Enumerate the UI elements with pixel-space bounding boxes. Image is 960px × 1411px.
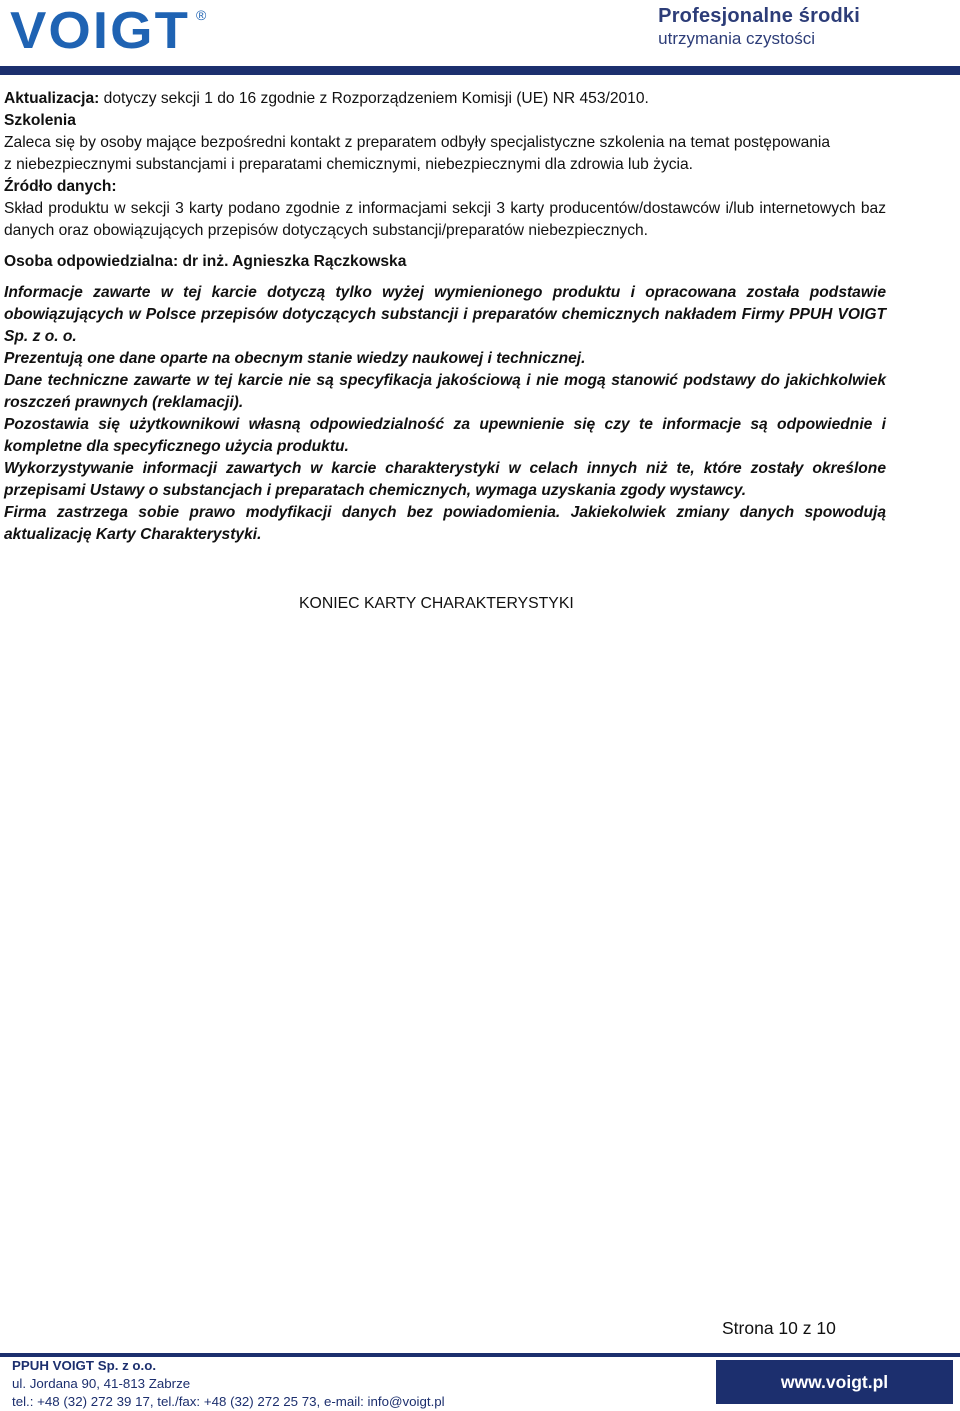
tagline-line2: utrzymania czystości bbox=[658, 29, 815, 48]
end-of-sheet-marker: KONIEC KARTY CHARAKTERYSTYKI bbox=[299, 595, 574, 612]
update-paragraph bbox=[4, 88, 886, 110]
notice-technical-data: Dane techniczne zawarte w tej karcie nie są specyfikacja jakościową i nie mogą stanowić podstawy do jakichkolwiek roszczeń prawnych (reklamacji). bbox=[4, 372, 886, 411]
company-contact: tel.: +48 (32) 272 39 17, tel./fax: +48 (32) 272 25 73, e-mail: info@voigt.pl bbox=[12, 1394, 445, 1409]
voigt-logo bbox=[10, 5, 215, 53]
training-line1: Zaleca się by osoby mające bezpośredni kontakt z preparatem odbyły specjalistyczne szkolenia na temat postępowania bbox=[4, 134, 831, 151]
source-heading: Źródło danych: bbox=[4, 178, 117, 195]
document-body bbox=[4, 88, 886, 546]
header-divider bbox=[0, 66, 960, 75]
tagline-line1: Profesjonalne środki bbox=[658, 5, 860, 27]
training-heading: Szkolenia bbox=[4, 112, 76, 129]
notice-user-responsibility: Pozostawia się użytkownikowi własną odpowiedzialność za upewnienie się czy te informacje są odpowiednie i kompletne dla specyficznego użycia produktu. bbox=[4, 416, 886, 455]
notice-modification: Firma zastrzega sobie prawo modyfikacji danych bez powiadomienia. Jakiekolwiek zmiany danych spowodują aktualizację Karty Charakterystyki. bbox=[4, 504, 886, 543]
page-number: Strona 10 z 10 bbox=[722, 1318, 836, 1338]
responsible-paragraph bbox=[4, 251, 886, 273]
footer-company-info bbox=[12, 1357, 445, 1411]
update-text: dotyczy sekcji 1 do 16 zgodnie z Rozporządzeniem Komisji (UE) NR 453/2010. bbox=[99, 90, 649, 107]
header-tagline bbox=[658, 4, 860, 50]
notice-knowledge: Prezentują one dane oparte na obecnym stanie wiedzy naukowej i technicznej. bbox=[4, 350, 586, 367]
registered-mark: ® bbox=[196, 7, 207, 23]
notice-scope: Informacje zawarte w tej karcie dotyczą tylko wyżej wymienionego produktu i opracowana została podstawie obowiązujących w Polsce przepisów dotyczących substancji i preparatów chemicznych nakładem Firmy PPUH VOIGT Sp. z o. o. bbox=[4, 284, 886, 345]
notice-usage: Wykorzystywanie informacji zawartych w karcie charakterystyki w celach innych niż te, które zostały określone przepisami Ustawy o substancjach i preparatach chemicznych, wymaga uzyskania zgody wystawcy. bbox=[4, 460, 886, 499]
update-label: Aktualizacja: bbox=[4, 90, 100, 107]
training-line2: z niebezpiecznymi substancjami i preparatami chemicznymi, niebezpiecznymi dla zdrowia lub życia. bbox=[4, 156, 694, 173]
company-name: PPUH VOIGT Sp. z o.o. bbox=[12, 1358, 157, 1373]
logo-wordmark: VOIGT bbox=[10, 5, 190, 53]
responsible-label: Osoba odpowiedzialna: bbox=[4, 253, 179, 270]
source-text: Skład produktu w sekcji 3 karty podano zgodnie z informacjami sekcji 3 karty producentów/dostawców i/lub internetowych baz danych oraz obowiązujących przepisów dotyczących substancji/preparatów niebezpiecznych. bbox=[4, 200, 886, 239]
website-link[interactable]: www.voigt.pl bbox=[716, 1360, 953, 1404]
responsible-name: dr inż. Agnieszka Rączkowska bbox=[182, 253, 407, 270]
company-address: ul. Jordana 90, 41-813 Zabrze bbox=[12, 1376, 191, 1391]
